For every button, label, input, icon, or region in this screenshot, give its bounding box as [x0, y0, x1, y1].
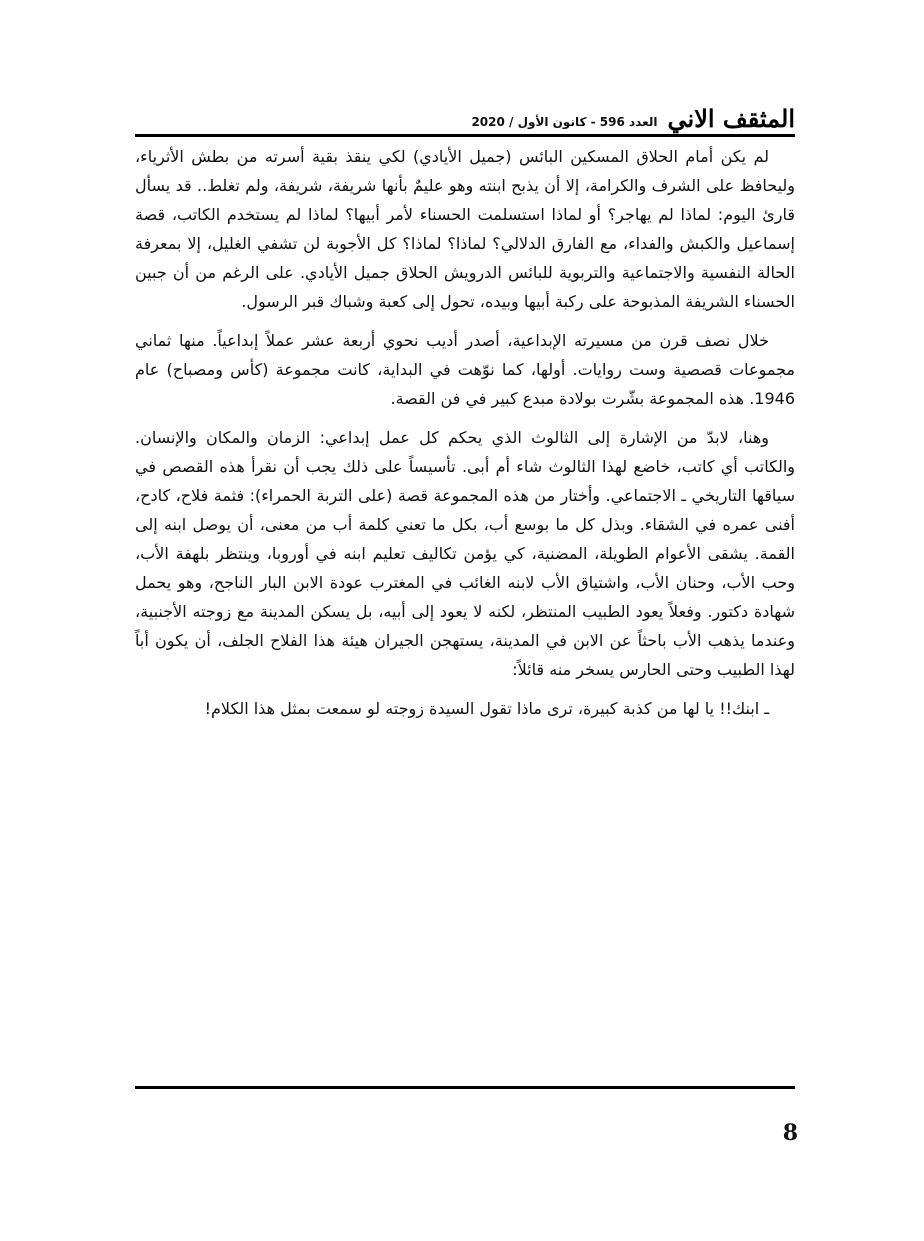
article-body — [135, 142, 795, 733]
paragraph-2: خلال نصف قرن من مسيرته الإبداعية، أصدر أديب نحوي أربعة عشر عملاً إبداعياً. منها ثماني مجموعات قصصية وست روايات. أولها، كما نوّهت في البداية، كانت مجموعة (كأس ومصباح) عام 1946. هذه المجموعة بشّرت بولادة مبدع كبير في فن القصة. — [135, 331, 795, 408]
footer-rule — [135, 1086, 795, 1089]
page-number: 8 — [782, 1120, 798, 1146]
magazine-logo: المثقف الاني — [667, 104, 795, 133]
paragraph-1: لم يكن أمام الحلاق المسكين البائس (جميل الأيادي) لكي ينقذ بقية أسرته من بطش الأثرياء، وليحافظ على الشرف والكرامة، إلا أن يذبح ابنته وهو عليمٌ بأنها شريفة، شريفة، ولم تغلط.. قد يسأل قارئ اليوم: لماذا لم يهاجر؟ أو لماذا استسلمت الحسناء لأمر أبيها؟ لماذا لم يستخدم الكاتب، قصة إسماعيل والكبش والفداء، مع الفارق الدلالي؟ لماذا؟ لماذا؟ كل الأجوبة لن تشفي الغليل، إلا بمعرفة الحالة النفسية والاجتماعية والتربوية للبائس الدرويش الحلاق جميل الأيادي. على الرغم من أن جبين الحسناء الشريفة المذبوحة على ركبة أبيها وبيده، تحول إلى كعبة وشباك قبر الرسول. — [135, 147, 795, 311]
paragraph-3: وهنا، لابدّ من الإشارة إلى الثالوث الذي يحكم كل عمل إبداعي: الزمان والمكان والإنسان. والكاتب أي كاتب، خاضع لهذا الثالوث شاء أم أبى. تأسيساً على ذلك يجب أن نقرأ هذه القصص في سياقها التاريخي ـ الاجتماعي. وأختار من هذه المجموعة قصة (على التربة الحمراء): فثمة فلاح، كادح، أفنى عمره في الشقاء. وبذل كل ما بوسع أب، بكل ما تعني كلمة أب من معنى، أن يوصل ابنه إلى القمة. يشقى الأعوام الطويلة، المضنية، كي يؤمن تكاليف تعليم ابنه في أوروبا، وينتظر بلهفة الأب، وحب الأب، وحنان الأب، واشتياق الأب لابنه الغائب في المغترب عودة الابن البار الناجح، وهو يحمل شهادة دكتور. وفعلاً يعود الطبيب المنتظر، لكنه لا يعود إلى أبيه، بل يسكن المدينة مع زوجته الأجنبية، وعندما يذهب الأب باحثاً عن الابن في المدينة، يستهجن الجيران هيئة هذا الفلاح الجلف، أن يكون أباً لهذا الطبيب وحتى الحارس يسخر منه قائلاً: — [135, 428, 795, 679]
issue-info: العدد 596 - كانون الأول / 2020 — [471, 115, 658, 129]
running-header — [135, 104, 795, 132]
paragraph-4: ـ ابنك!! يا لها من كذبة كبيرة، ترى ماذا تقول السيدة زوجته لو سمعت بمثل هذا الكلام! — [204, 699, 769, 718]
header-rule — [135, 134, 795, 137]
